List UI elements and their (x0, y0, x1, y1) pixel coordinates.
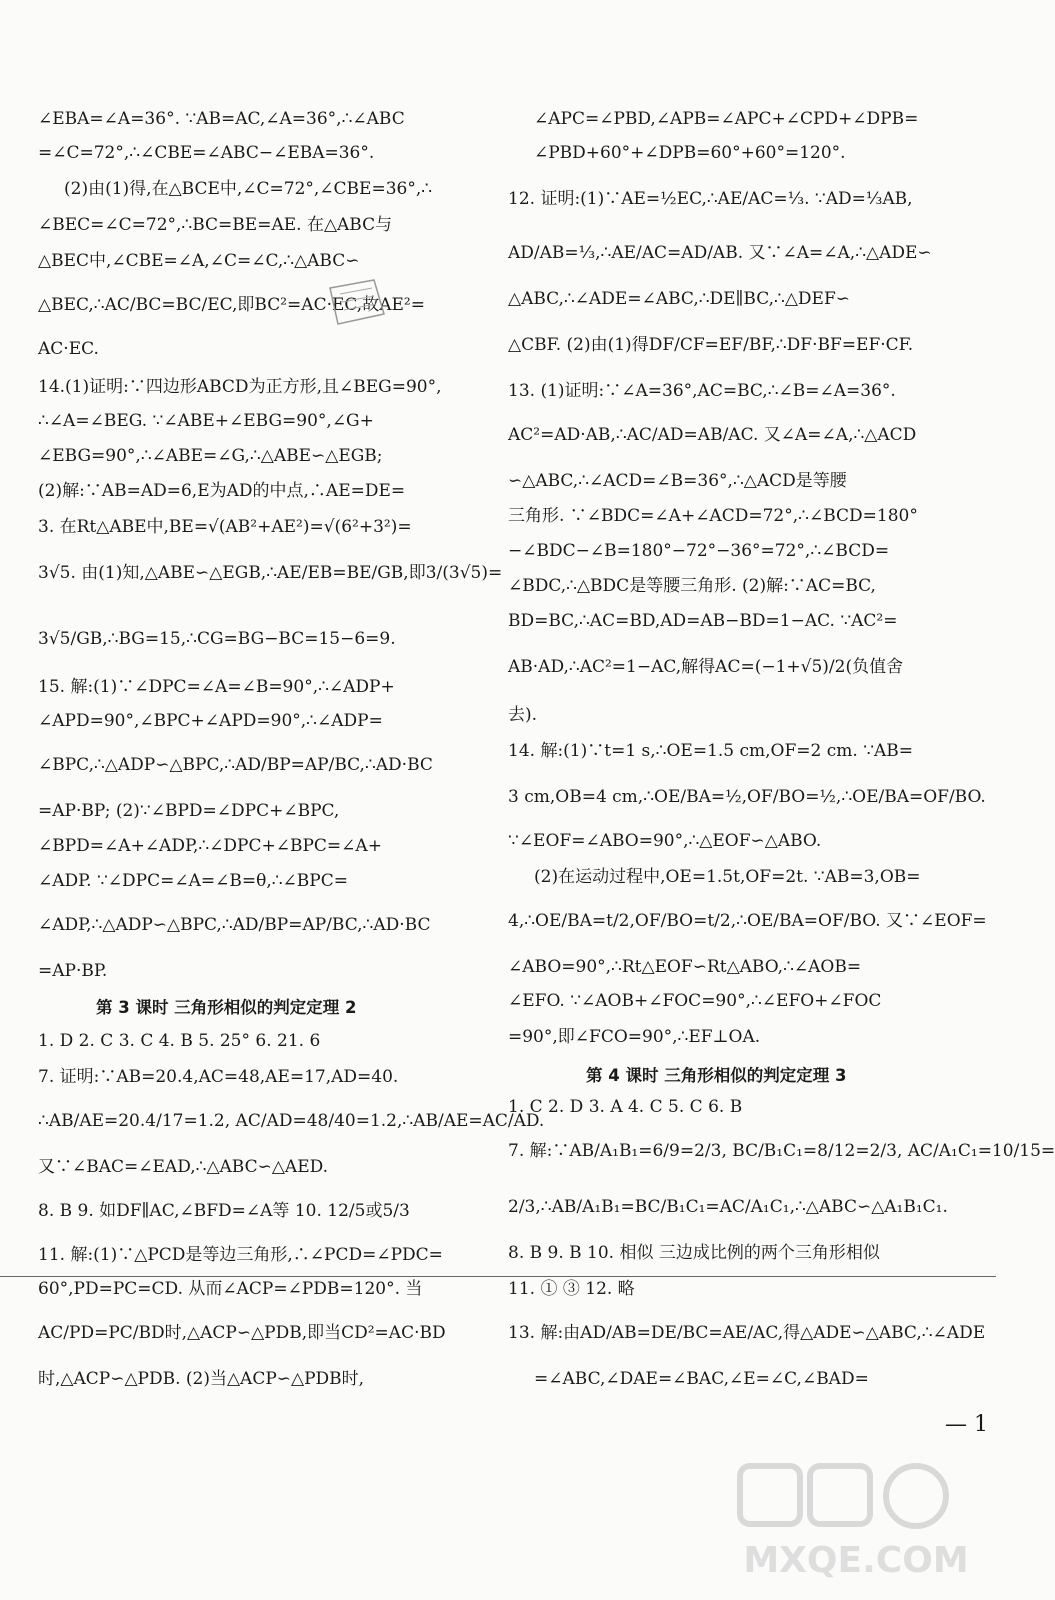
right-answer-line: 11. ① ③ 12. 略 (508, 1279, 635, 1299)
left-answer-line: (2)由(1)得,在△BCE中,∠C=72°,∠CBE=36°,∴ (64, 179, 433, 199)
left-answer-line: 11. 解:(1)∵△PCD是等边三角形,∴∠PCD=∠PDC= (38, 1245, 443, 1265)
right-answer-section-heading: 第 4 课时 三角形相似的判定定理 3 (586, 1066, 847, 1085)
right-answer-line: 8. B 9. B 10. 相似 三边成比例的两个三角形相似 (508, 1243, 880, 1263)
right-answer-line: ∠APC=∠PBD,∠APB=∠APC+∠CPD+∠DPB= (534, 109, 919, 129)
right-answer-line: ∠PBD+60°+∠DPB=60°+60°=120°. (534, 143, 846, 163)
right-answer-line: AB·AD,∴AC²=1−AC,解得AC=(−1+√5)/2(负值舍 (508, 657, 904, 677)
left-answer-line: 1. D 2. C 3. C 4. B 5. 25° 6. 21. 6 (38, 1031, 321, 1051)
right-answer-line: △CBF. (2)由(1)得DF/CF=EF/BF,∴DF·BF=EF·CF. (508, 335, 914, 355)
left-answer-line: 14.(1)证明:∵四边形ABCD为正方形,且∠BEG=90°, (38, 377, 442, 397)
left-answer-line: (2)解:∵AB=AD=6,E为AD的中点,∴AE=DE= (38, 481, 406, 501)
right-answer-line: ∵∠EOF=∠ABO=90°,∴△EOF∽△ABO. (508, 831, 822, 851)
right-answer-line: BD=BC,∴AC=BD,AD=AB−BD=1−AC. ∵AC²= (508, 611, 898, 631)
left-answer-line: 3√5/GB,∴BG=15,∴CG=BG−BC=15−6=9. (38, 629, 396, 649)
left-answer-line: ∠BEC=∠C=72°,∴BC=BE=AE. 在△ABC与 (38, 215, 393, 235)
right-answer-line: =90°,即∠FCO=90°,∴EF⊥OA. (508, 1027, 761, 1047)
left-answer-line: AC/PD=PC/BD时,△ACP∽△PDB,即当CD²=AC·BD (38, 1323, 446, 1343)
page-number: — 1 (945, 1412, 988, 1437)
left-answer-line: 时,△ACP∽△PDB. (2)当△ACP∽△PDB时, (38, 1369, 365, 1389)
watermark-logo (736, 1460, 976, 1590)
left-answer-line: =∠C=72°,∴∠CBE=∠ABC−∠EBA=36°. (38, 143, 375, 163)
right-answer-line: 14. 解:(1)∵t=1 s,∴OE=1.5 cm,OF=2 cm. ∵AB= (508, 741, 914, 761)
right-answer-line: 4,∴OE/BA=t/2,OF/BO=t/2,∴OE/BA=OF/BO. 又∵∠EOF= (508, 911, 987, 931)
page-divider (0, 1276, 996, 1277)
right-answer-line: =∠ABC,∠DAE=∠BAC,∠E=∠C,∠BAD= (534, 1369, 869, 1389)
right-answer-line: 3 cm,OB=4 cm,∴OE/BA=½,OF/BO=½,∴OE/BA=OF/BO. (508, 787, 986, 807)
stamp-mark (326, 278, 390, 328)
right-answer-line: (2)在运动过程中,OE=1.5t,OF=2t. ∵AB=3,OB= (534, 867, 921, 887)
right-answer-line: 三角形. ∵∠BDC=∠A+∠ACD=72°,∴∠BCD=180° (508, 506, 918, 526)
left-answer-line: 又∵∠BAC=∠EAD,∴△ABC∽△AED. (38, 1157, 329, 1177)
right-answer-line: 1. C 2. D 3. A 4. C 5. C 6. B (508, 1097, 743, 1117)
left-answer-line: 8. B 9. 如DF∥AC,∠BFD=∠A等 10. 12/5或5/3 (38, 1201, 410, 1221)
right-answer-line: △ABC,∴∠ADE=∠ABC,∴DE∥BC,∴△DEF∽ (508, 289, 851, 309)
watermark-url: MXQE.COM (743, 1540, 969, 1581)
left-answer-line: =AP·BP. (38, 961, 108, 981)
left-answer-line: ∠BPC,∴△ADP∽△BPC,∴AD/BP=AP/BC,∴AD·BC (38, 755, 433, 775)
left-answer-line: △BEC,∴AC/BC=BC/EC,即BC²=AC·EC,故AE²= (38, 295, 425, 315)
left-answer-section-heading: 第 3 课时 三角形相似的判定定理 2 (96, 998, 357, 1017)
right-answer-line: 13. 解:由AD/AB=DE/BC=AE/AC,得△ADE∽△ABC,∴∠ADE (508, 1323, 986, 1343)
right-answer-line: 13. (1)证明:∵∠A=36°,AC=BC,∴∠B=∠A=36°. (508, 381, 896, 401)
left-answer-line: 15. 解:(1)∵∠DPC=∠A=∠B=90°,∴∠ADP+ (38, 677, 395, 697)
right-answer-line: ∠BDC,∴△BDC是等腰三角形. (2)解:∵AC=BC, (508, 576, 876, 596)
right-answer-line: ∠ABO=90°,∴Rt△EOF∽Rt△ABO,∴∠AOB= (508, 957, 862, 977)
left-answer-line: ∠APD=90°,∠BPC+∠APD=90°,∴∠ADP= (38, 711, 383, 731)
left-answer-line: 60°,PD=PC=CD. 从而∠ACP=∠PDB=120°. 当 (38, 1279, 423, 1299)
left-answer-line: △BEC中,∠CBE=∠A,∠C=∠C,∴△ABC∽ (38, 251, 360, 271)
left-answer-line: ∠EBA=∠A=36°. ∵AB=AC,∠A=36°,∴∠ABC (38, 109, 405, 129)
left-answer-line: ∠EBG=90°,∴∠ABE=∠G,∴△ABE∽△EGB; (38, 446, 383, 466)
left-answer-line: ∠ADP. ∵∠DPC=∠A=∠B=θ,∴∠BPC= (38, 871, 348, 891)
left-answer-line: =AP·BP; (2)∵∠BPD=∠DPC+∠BPC, (38, 801, 340, 821)
left-answer-line: ∴∠A=∠BEG. ∵∠ABE+∠EBG=90°,∠G+ (38, 411, 374, 431)
left-answer-line: ∠BPD=∠A+∠ADP,∴∠DPC+∠BPC=∠A+ (38, 836, 382, 856)
right-answer-line: AD/AB=⅓,∴AE/AC=AD/AB. 又∵∠A=∠A,∴△ADE∽ (508, 243, 932, 263)
left-answer-line: 7. 证明:∵AB=20.4,AC=48,AE=17,AD=40. (38, 1067, 399, 1087)
right-answer-line: 12. 证明:(1)∵AE=½EC,∴AE/AC=⅓. ∵AD=⅓AB, (508, 189, 913, 209)
right-answer-line: AC²=AD·AB,∴AC/AD=AB/AC. 又∠A=∠A,∴△ACD (508, 425, 917, 445)
left-answer-line: 3. 在Rt△ABE中,BE=√(AB²+AE²)=√(6²+3²)= (38, 517, 412, 537)
right-answer-line: 2/3,∴AB/A₁B₁=BC/B₁C₁=AC/A₁C₁,∴△ABC∽△A₁B₁C₁. (508, 1197, 948, 1217)
right-answer-line: ∽△ABC,∴∠ACD=∠B=36°,∴△ACD是等腰 (508, 471, 847, 491)
left-answer-line: AC·EC. (38, 339, 99, 359)
right-answer-line: 去). (508, 705, 538, 725)
left-answer-line: ∠ADP,∴△ADP∽△BPC,∴AD/BP=AP/BC,∴AD·BC (38, 915, 431, 935)
left-answer-line: ∴AB/AE=20.4/17=1.2, AC/AD=48/40=1.2,∴AB/AE=AC/AD. (38, 1111, 545, 1131)
left-answer-line: 3√5. 由(1)知,△ABE∽△EGB,∴AE/EB=BE/GB,即3/(3√5)= (38, 563, 503, 583)
right-answer-line: ∠EFO. ∵∠AOB+∠FOC=90°,∴∠EFO+∠FOC (508, 991, 882, 1011)
right-answer-line: −∠BDC−∠B=180°−72°−36°=72°,∴∠BCD= (508, 541, 890, 561)
right-answer-line: 7. 解:∵AB/A₁B₁=6/9=2/3, BC/B₁C₁=8/12=2/3, AC/A₁C₁=10/15= (508, 1141, 1055, 1161)
